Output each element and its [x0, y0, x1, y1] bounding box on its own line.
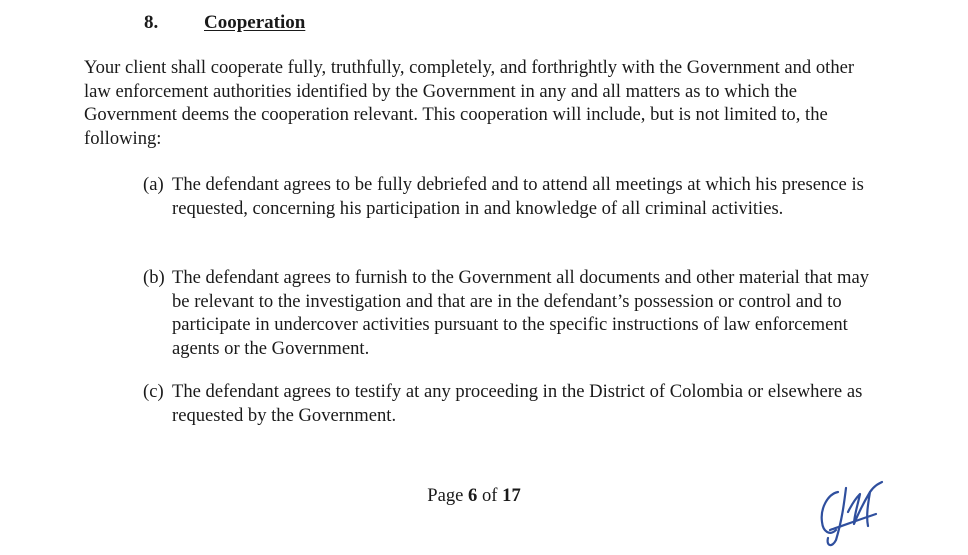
- of-word: of: [482, 485, 498, 506]
- current-page-number: 6: [468, 485, 478, 506]
- clause-text: The defendant agrees to furnish to the Government all documents and other material that may be relevant to the investigation and that are in the defendant’s possession or control and to participate in undercover activities pursuant to the specific instructions of law enforcement agents or the Government.: [172, 267, 870, 359]
- clause-a: [143, 173, 873, 220]
- intro-paragraph: Your client shall cooperate fully, truthfully, completely, and forthrightly with the Government and other law enforcement authorities identified by the Government in any and all matters as to which the Government deems the cooperation relevant. This cooperation will include, but is not limited to, the following:: [84, 57, 855, 149]
- clause-c: [143, 380, 873, 427]
- clause-b: [143, 266, 873, 360]
- handwritten-initials: [808, 470, 888, 550]
- section-title: Cooperation: [204, 12, 306, 33]
- section-heading: [144, 10, 305, 36]
- clause-label: (c): [143, 381, 164, 402]
- clause-text: The defendant agrees to testify at any proceeding in the District of Colombia or elsewhere as requested by the Government.: [172, 381, 863, 426]
- clause-label: (b): [143, 267, 165, 288]
- total-pages-number: 17: [502, 485, 521, 506]
- clause-label: (a): [143, 174, 164, 195]
- page-word: Page: [427, 485, 464, 506]
- clause-text: The defendant agrees to be fully debriefed and to attend all meetings at which his presence is requested, concerning his participation in and knowledge of all criminal activities.: [172, 174, 864, 219]
- page-footer: [0, 484, 948, 508]
- section-number: 8.: [144, 12, 159, 33]
